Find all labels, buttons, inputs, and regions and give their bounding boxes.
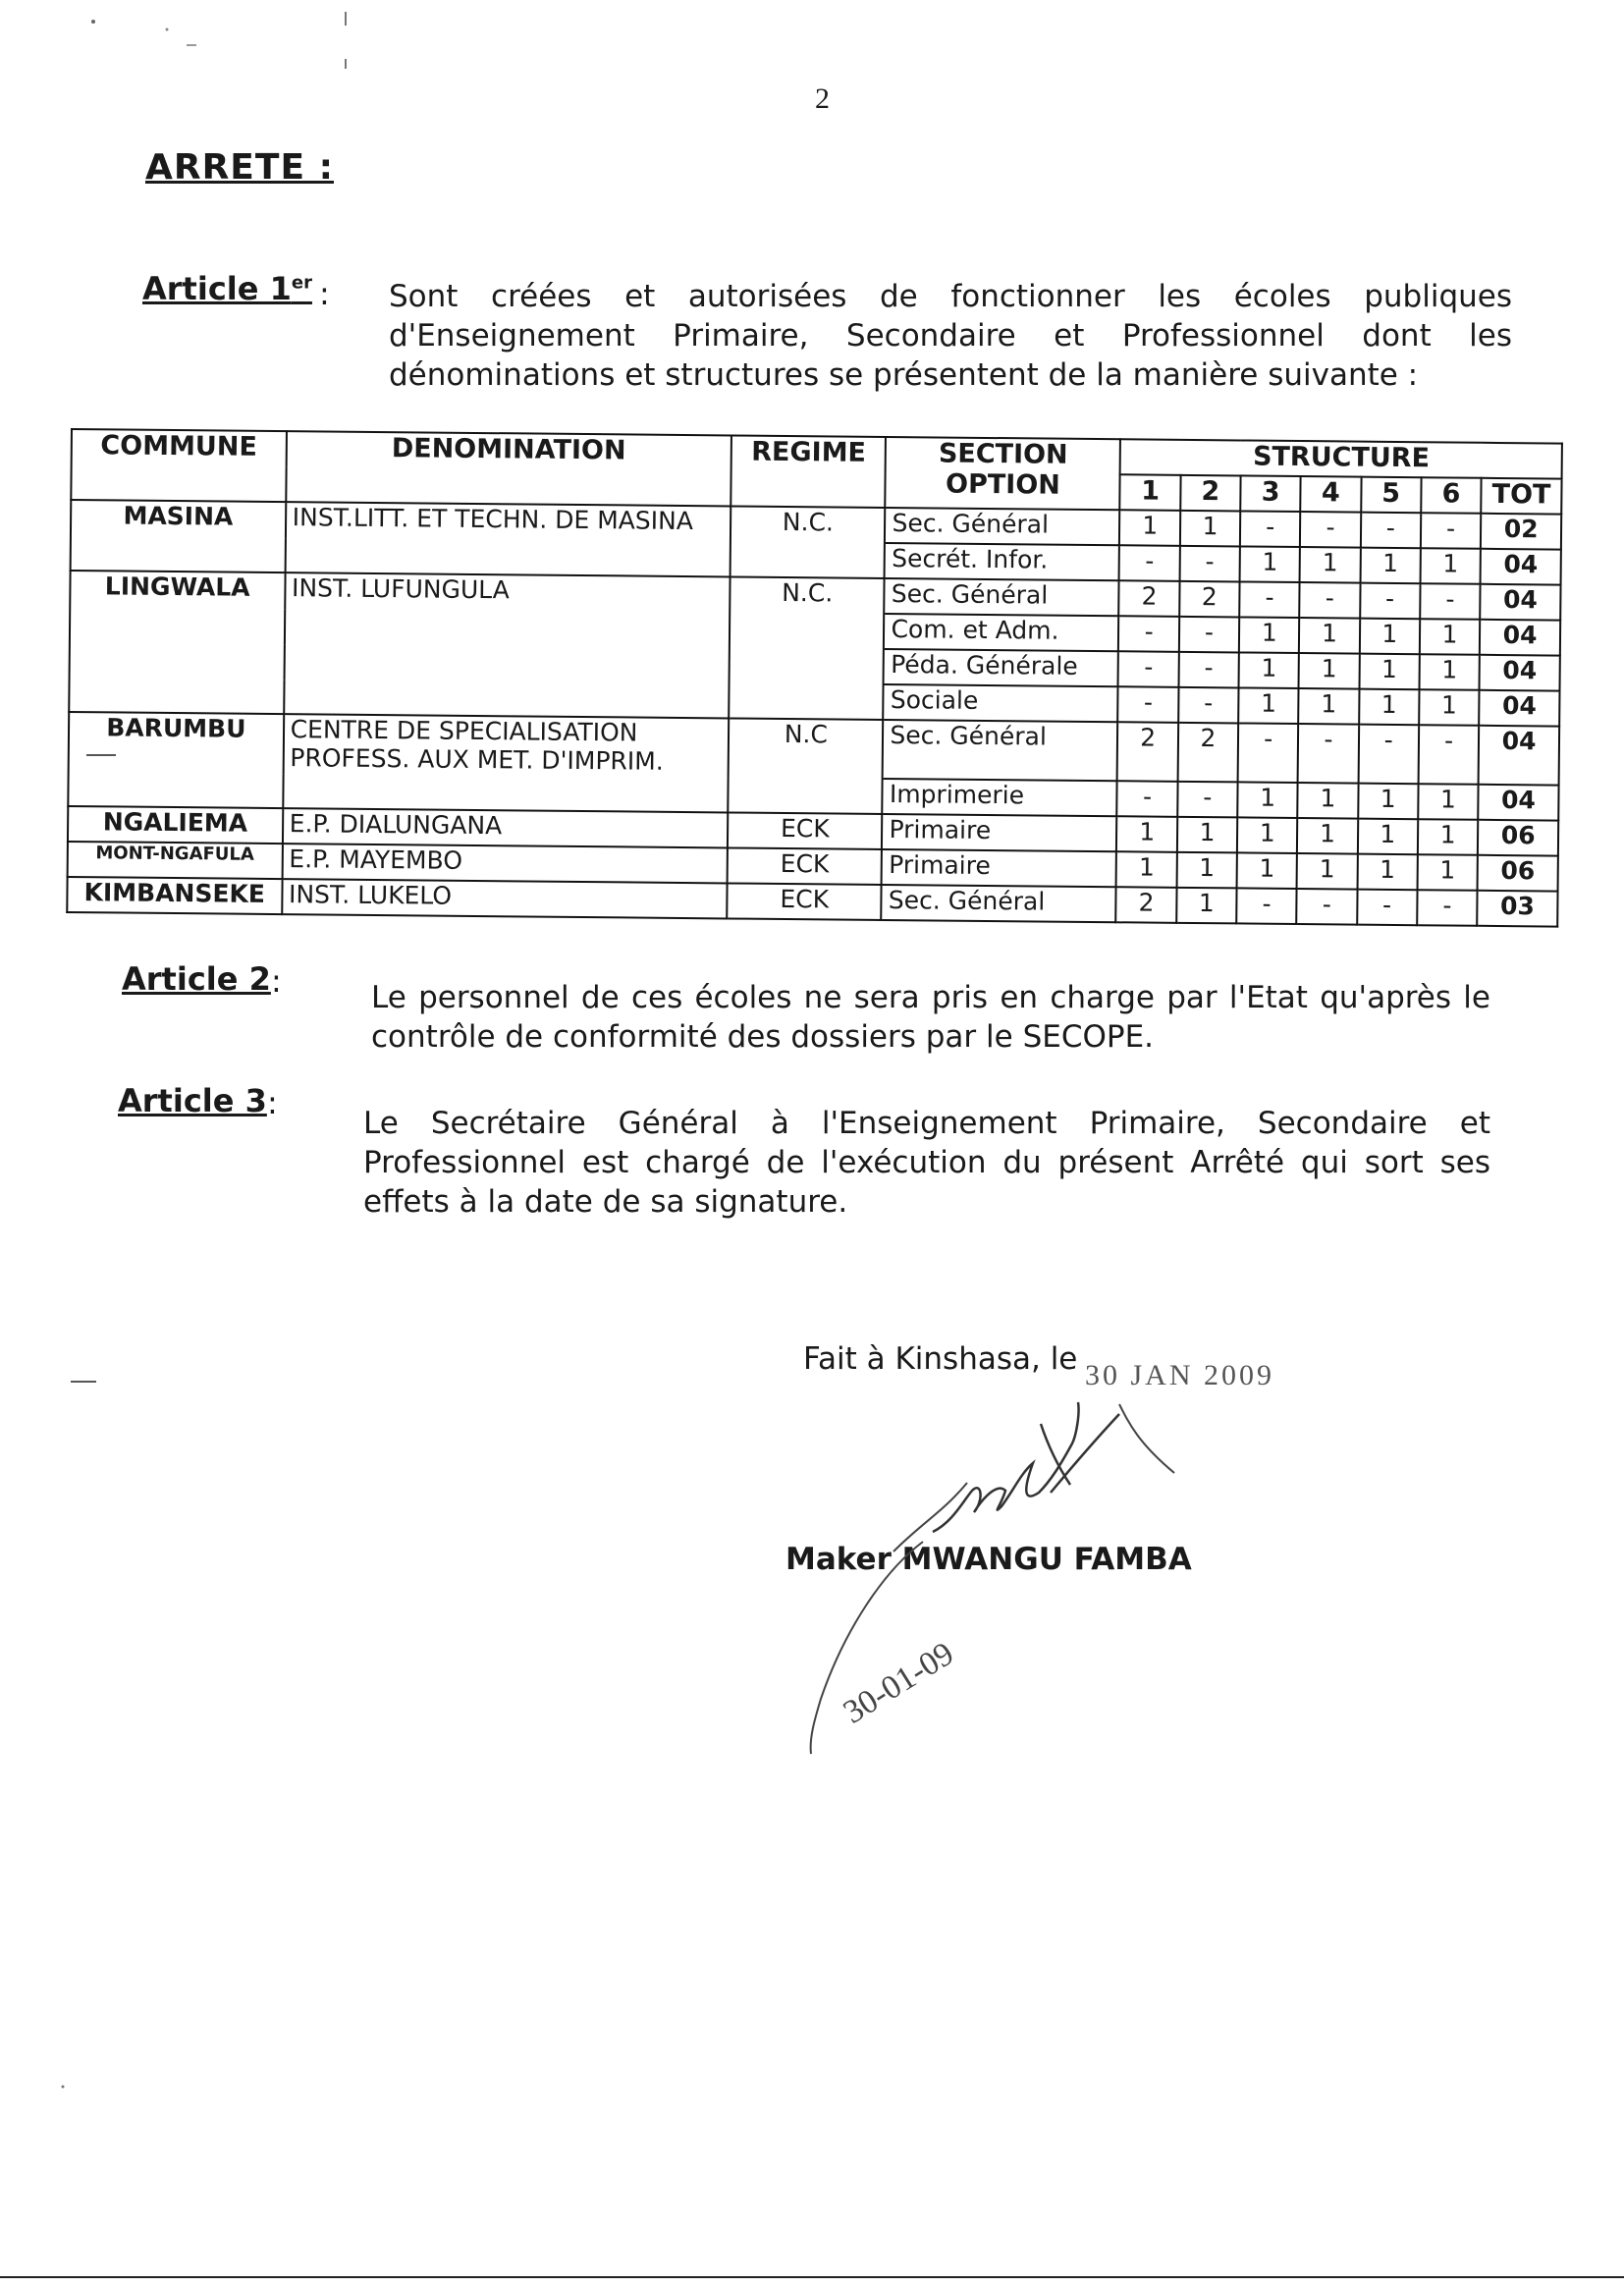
header-level-4: 4	[1301, 476, 1362, 513]
regime-cell	[730, 612, 885, 649]
header-level-3: 3	[1240, 475, 1301, 512]
header-section-option	[886, 437, 1121, 510]
level-cell: 1	[1116, 816, 1177, 852]
level-cell: -	[1298, 724, 1359, 784]
level-cell: 1	[1359, 654, 1420, 690]
level-cell: 1	[1237, 782, 1298, 818]
denomination-cell: E.P. MAYEMBO	[282, 844, 728, 883]
level-cell: -	[1177, 782, 1238, 818]
total-cell: 03	[1477, 891, 1557, 927]
level-cell: 1	[1417, 854, 1478, 891]
level-cell: 1	[1420, 548, 1481, 584]
level-cell: -	[1360, 583, 1421, 620]
regime-cell: ECK	[728, 847, 883, 885]
article-2-text: Le personnel de ces écoles ne sera pris en charge par l'Etat qu'après le contrôle de conformité des dossiers par le SECOPE.	[371, 980, 1490, 1055]
level-cell: 1	[1299, 653, 1360, 689]
total-cell: 04	[1479, 726, 1559, 786]
level-cell: 2	[1119, 580, 1180, 617]
level-cell: 2	[1117, 722, 1178, 782]
level-cell: 1	[1119, 510, 1180, 546]
commune-cell: BARUMBU	[69, 712, 284, 773]
commune-cell: KIMBANSEKE	[67, 877, 282, 914]
header-commune: COMMUNE	[71, 429, 286, 502]
header-section: SECTION	[938, 438, 1068, 470]
level-cell: -	[1118, 616, 1179, 652]
article-2-colon: :	[271, 962, 282, 1000]
signatory-name: Maker MWANGU FAMBA	[785, 1542, 1192, 1577]
level-cell: -	[1358, 725, 1419, 785]
total-cell: 04	[1480, 620, 1560, 656]
level-cell: -	[1421, 513, 1482, 549]
commune-cell	[71, 535, 286, 572]
article-1-colon: :	[319, 275, 330, 312]
level-cell: 1	[1420, 619, 1481, 655]
level-cell: 1	[1359, 619, 1420, 655]
level-cell: -	[1361, 513, 1422, 549]
handwritten-date: 30-01-09	[837, 1635, 960, 1731]
commune-cell: NGALIEMA	[68, 806, 283, 844]
commune-cell: LINGWALA	[70, 571, 285, 608]
regime-cell	[730, 647, 885, 684]
header-total: TOT	[1481, 478, 1561, 515]
level-cell: 1	[1298, 783, 1359, 819]
commune-cell	[69, 677, 284, 714]
section-cell: Sec. Général	[882, 885, 1116, 922]
regime-cell: ECK	[728, 812, 883, 849]
regime-cell: N.C.	[730, 576, 885, 614]
level-cell: 1	[1239, 617, 1300, 653]
level-cell: 1	[1116, 851, 1177, 888]
level-cell: -	[1238, 723, 1299, 783]
level-cell: 1	[1240, 546, 1301, 582]
level-cell: 1	[1358, 819, 1419, 855]
level-cell: -	[1357, 890, 1418, 926]
section-cell: Imprimerie	[883, 779, 1117, 816]
header-option: OPTION	[945, 468, 1060, 501]
level-cell: 1	[1359, 689, 1420, 726]
level-cell: 2	[1177, 723, 1238, 783]
header-level-1: 1	[1120, 474, 1181, 511]
total-cell: 04	[1481, 549, 1561, 585]
section-cell: Sec. Général	[885, 508, 1119, 545]
level-cell: 1	[1297, 853, 1358, 890]
article-1-text: Sont créées et autorisées de fonctionner les écoles publiques d'Enseignement Primaire, Secondaire et Professionnel dont les dénominations et structures se présentent de la manière suivante :	[389, 279, 1512, 393]
level-cell: 1	[1300, 547, 1361, 583]
regime-cell	[728, 777, 883, 814]
commune-cell	[70, 641, 285, 679]
header-regime: REGIME	[731, 435, 886, 508]
schools-table	[66, 428, 1563, 928]
denomination-cell	[284, 643, 730, 682]
total-cell: 06	[1478, 820, 1558, 856]
level-cell: -	[1117, 781, 1178, 817]
level-cell: 1	[1237, 817, 1298, 853]
level-cell: 1	[1299, 618, 1360, 654]
level-cell: -	[1179, 546, 1240, 582]
level-cell: 1	[1176, 852, 1237, 889]
level-cell: 1	[1180, 511, 1241, 547]
header-denomination: DENOMINATION	[286, 431, 731, 506]
denomination-cell	[285, 537, 731, 576]
denomination-cell: CENTRE DE SPECIALISATION PROFESS. AUX MET. D'IMPRIM.	[283, 714, 729, 777]
level-cell: 1	[1297, 818, 1358, 854]
level-cell: -	[1178, 687, 1239, 724]
section-cell: Sociale	[884, 684, 1118, 722]
denomination-cell	[283, 773, 729, 812]
level-cell: -	[1418, 725, 1479, 785]
signature-place: Fait à Kinshasa, le	[803, 1341, 1078, 1377]
denomination-cell: INST. LUFUNGULA	[285, 572, 731, 612]
section-cell: Secrét. Infor.	[885, 543, 1119, 580]
header-level-5: 5	[1361, 477, 1422, 514]
signature-date-stamp: 30 JAN 2009	[1085, 1359, 1275, 1391]
level-cell: -	[1300, 582, 1361, 619]
denomination-cell: INST.LITT. ET TECHN. DE MASINA	[286, 502, 731, 541]
section-cell: Sec. Général	[883, 720, 1118, 781]
section-cell: Com. et Adm.	[884, 614, 1118, 651]
level-cell: 1	[1357, 854, 1418, 891]
header-level-2: 2	[1180, 475, 1241, 512]
handwritten-signature	[727, 1375, 1276, 1787]
level-cell: 1	[1419, 689, 1480, 726]
total-cell: 06	[1478, 855, 1558, 892]
level-cell: 1	[1238, 687, 1299, 724]
commune-cell	[68, 771, 283, 808]
article-3-label: Article 3	[118, 1082, 267, 1119]
level-cell: -	[1179, 617, 1240, 653]
total-cell: 02	[1481, 514, 1561, 550]
level-cell: 1	[1418, 819, 1479, 855]
denomination-cell: E.P. DIALUNGANA	[283, 808, 729, 847]
total-cell: 04	[1480, 655, 1560, 691]
header-level-6: 6	[1421, 477, 1482, 514]
total-cell: 04	[1479, 690, 1559, 727]
level-cell: 1	[1358, 784, 1419, 820]
section-cell: Sec. Général	[885, 578, 1119, 616]
section-cell: Primaire	[882, 849, 1116, 887]
denomination-cell	[285, 608, 731, 647]
level-cell: 1	[1360, 548, 1421, 584]
level-cell: 1	[1177, 817, 1238, 853]
header-structure: STRUCTURE	[1120, 439, 1562, 478]
page-bottom-border	[0, 2276, 1624, 2278]
total-cell: 04	[1478, 785, 1558, 821]
section-cell: Péda. Générale	[884, 649, 1118, 686]
commune-cell: MASINA	[71, 500, 286, 537]
denomination-cell: INST. LUKELO	[282, 879, 728, 918]
level-cell: 1	[1239, 652, 1300, 688]
level-cell: -	[1240, 511, 1301, 547]
level-cell: -	[1417, 890, 1478, 926]
level-cell: -	[1119, 545, 1180, 581]
regime-cell	[731, 541, 886, 578]
commune-cell: MONT-NGAFULA	[68, 842, 283, 879]
level-cell: -	[1239, 581, 1300, 618]
total-cell: 04	[1480, 584, 1560, 621]
level-cell: -	[1118, 686, 1179, 723]
decree-heading: ARRETE :	[145, 147, 334, 188]
regime-cell	[729, 682, 884, 720]
page-number: 2	[815, 82, 830, 115]
level-cell: 1	[1419, 654, 1480, 690]
article-3-colon: :	[267, 1084, 278, 1121]
level-cell: -	[1297, 889, 1358, 925]
regime-cell: N.C	[729, 718, 884, 779]
level-cell: 1	[1418, 784, 1479, 820]
level-cell: 2	[1179, 581, 1240, 618]
regime-cell: N.C.	[731, 506, 886, 543]
level-cell: 1	[1237, 852, 1298, 889]
level-cell: -	[1178, 652, 1239, 688]
commune-cell	[70, 606, 285, 643]
level-cell: 1	[1298, 688, 1359, 725]
section-cell: Primaire	[882, 814, 1116, 851]
level-cell: -	[1118, 651, 1179, 687]
level-cell: -	[1236, 888, 1297, 924]
level-cell: -	[1420, 583, 1481, 620]
level-cell: 1	[1176, 888, 1237, 924]
article-2-label: Article 2	[122, 960, 271, 998]
article-3-text: Le Secrétaire Général à l'Enseignement Primaire, Secondaire et Professionnel est chargé de l'exécution du présent Arrêté qui sort ses effets à la date de sa signature.	[363, 1106, 1490, 1220]
article-1-label: Article 1er	[142, 270, 312, 307]
regime-cell: ECK	[727, 883, 882, 920]
level-cell: -	[1300, 512, 1361, 548]
level-cell: 2	[1116, 887, 1177, 923]
denomination-cell	[284, 679, 730, 718]
